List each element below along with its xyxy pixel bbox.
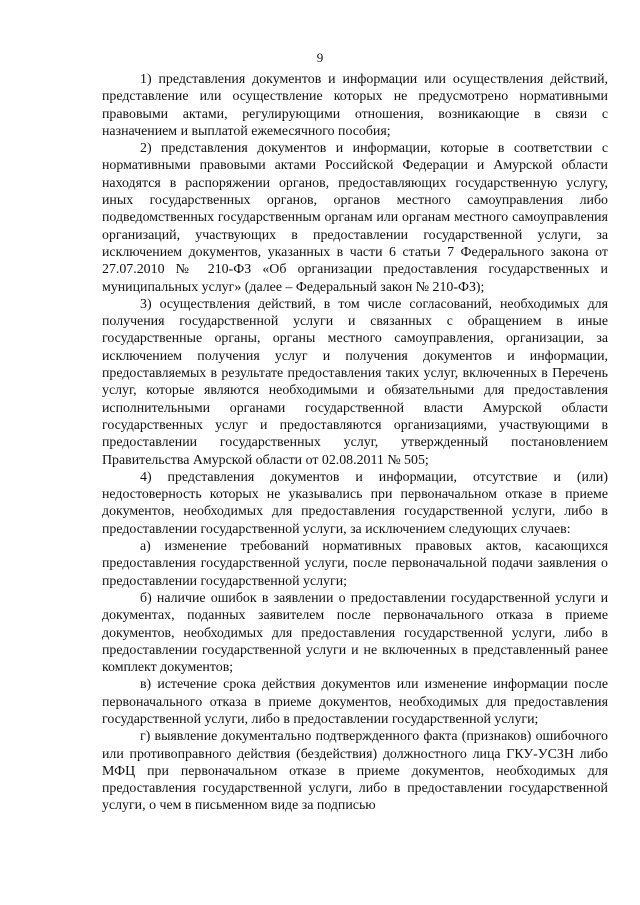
subitem-g: г) выявление документально подтвержденного факта (признаков) ошибочного или противоправного действия (бездействия) должностного лица ГКУ-УСЗН либо МФЦ при первоначальном отказе в приеме документов, необходимых для предоставления государственной услуги, либо в предоставлении государственной услуги, о чем в письменном виде за подписью [102,729,608,814]
paragraph-item-3: 3) осуществления действий, в том числе согласований, необходимых для получения государственной услуги и связанных с обращением в иные государственные органы, органы местного самоуправления, организации, за исключением получения услуг и получения документов и информации, предоставляемых в результате предоставления таких услуг, включенных в Перечень услуг, которые являются необходимыми и обязательными для предоставления исполнительными органами государственной власти Амурской области государственных услуг и предоставляются организациями, участвующими в предоставлении государственных услуг, утвержденный постановлением Правительства Амурской области от 02.08.2011 № 505; [102,296,608,468]
paragraph-item-2: 2) представления документов и информации, которые в соответствии с нормативными правовыми актами Российской Федерации и Амурской области находятся в распоряжении органов, предоставляющих государственную услугу, иных государственных органов, органов местного самоуправления либо подведомственных государственным органам или органам местного самоуправления организаций, участвующих в предоставлении государственной услуги, за исключением документов, указанных в части 6 статьи 7 Федерального закона от 27.07.2010 № 210-ФЗ «Об организации предоставления государственных и муниципальных услуг» (далее – Федеральный закон № 210-ФЗ); [102,141,608,295]
paragraph-item-4: 4) представления документов и информации, отсутствие и (или) недостоверность которых не указывались при первоначальном отказе в приеме документов, необходимых для предоставления государственной услуги, либо в предоставлении государственной услуги, за исключением следующих случаев: [102,469,608,537]
subitem-v: в) истечение срока действия документов или изменение информации после первоначального отказа в приеме документов, необходимых для предоставления государственной услуги, либо в предоставлении государственной услуги; [102,677,608,727]
document-body [102,71,608,815]
subitem-b: б) наличие ошибок в заявлении о предоставлении государственной услуги и документах, поданных заявителем после первоначального отказа в приеме документов, необходимых для предоставления государственной услуги, либо в предоставлении государственной услуги и не включенных в представленный ранее комплект документов; [102,590,608,676]
page-number: 9 [316,50,324,65]
paragraph-item-1: 1) представления документов и информации или осуществления действий, представление или осуществление которых не предусмотрено нормативными правовыми актами, регулирующими отношения, возникающие в связи с назначением и выплатой ежемесячного пособия; [102,72,608,139]
subitem-a: а) изменение требований нормативных правовых актов, касающихся предоставления государственной услуги, после первоначальной подачи заявления о предоставлении государственной услуги; [102,539,608,589]
